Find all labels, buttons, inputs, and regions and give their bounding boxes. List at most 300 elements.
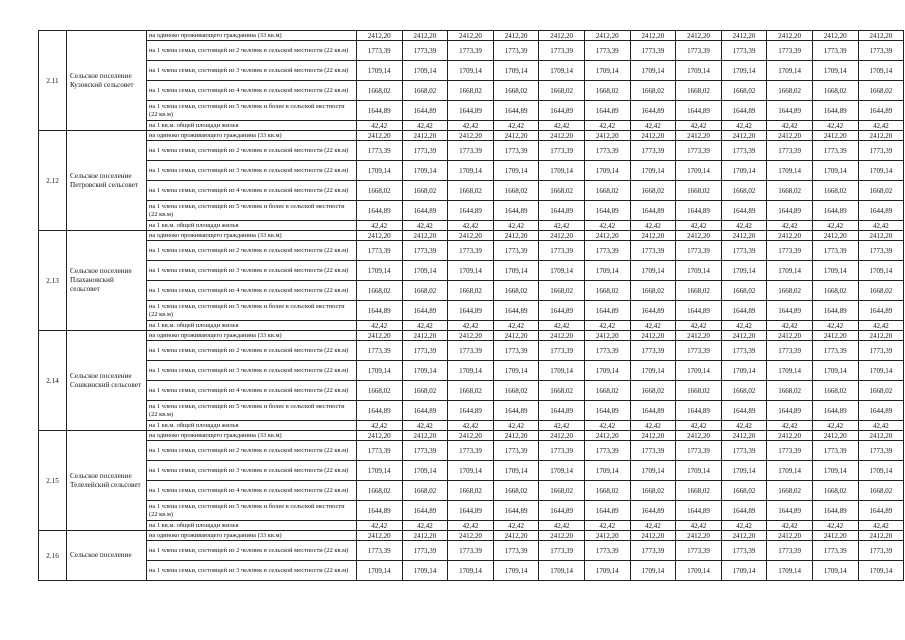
tariff-value-cell: 1644,89	[812, 401, 858, 421]
tariff-value-cell: 1709,14	[676, 61, 722, 81]
category-description: на 1 члена семьи, состоящей из 2 человек в сельской местности (22 кв.м)	[147, 41, 357, 61]
tariff-value-cell: 1668,02	[493, 481, 539, 501]
tariff-value-cell: 1709,14	[676, 361, 722, 381]
tariff-value-cell: 2412,20	[858, 231, 904, 241]
tariff-value-cell: 1773,39	[767, 341, 813, 361]
tariff-value-cell: 1773,39	[539, 341, 585, 361]
tariff-value-cell: 1773,39	[357, 41, 403, 61]
tariff-value-cell: 1644,89	[448, 201, 494, 221]
category-description: на 1 члена семьи, состоящей из 2 человек в сельской местности (22 кв.м)	[147, 441, 357, 461]
tariff-value-cell: 42,42	[721, 421, 767, 431]
tariff-value-cell: 1709,14	[402, 261, 448, 281]
category-description: на 1 члена семьи, состоящей из 5 человек и более в сельской местности (22 кв.м)	[147, 401, 357, 421]
tariff-value-cell: 1644,89	[812, 301, 858, 321]
table-row	[39, 241, 904, 261]
tariff-value-cell: 1644,89	[448, 101, 494, 121]
tariff-value-cell: 42,42	[584, 121, 630, 131]
tariff-value-cell: 2412,20	[630, 31, 676, 41]
tariff-value-cell: 1668,02	[767, 81, 813, 101]
table-row	[39, 131, 904, 141]
tariff-value-cell: 2412,20	[493, 431, 539, 441]
tariff-value-cell: 1773,39	[584, 241, 630, 261]
tariff-value-cell: 1773,39	[812, 541, 858, 561]
tariff-value-cell: 2412,20	[357, 31, 403, 41]
tariff-value-cell: 1709,14	[539, 361, 585, 381]
tariff-value-cell: 1773,39	[357, 241, 403, 261]
tariff-value-cell: 1644,89	[357, 101, 403, 121]
category-description: на 1 кв.м. общей площади жилья	[147, 421, 357, 431]
category-description: на 1 кв.м. общей площади жилья	[147, 321, 357, 331]
tariff-value-cell: 1709,14	[812, 361, 858, 381]
tariff-value-cell: 1709,14	[676, 561, 722, 581]
category-description: на одиноко проживающего гражданина (33 кв.м)	[147, 431, 357, 441]
tariff-value-cell: 42,42	[584, 321, 630, 331]
tariff-value-cell: 2412,20	[357, 531, 403, 541]
tariff-value-cell: 1709,14	[858, 61, 904, 81]
tariff-value-cell: 1668,02	[630, 381, 676, 401]
tariff-value-cell: 2412,20	[402, 531, 448, 541]
tariff-value-cell: 1709,14	[493, 561, 539, 581]
category-description: на 1 члена семьи, состоящей из 4 человек в сельской местности (22 кв.м)	[147, 381, 357, 401]
tariff-value-cell: 1644,89	[448, 401, 494, 421]
tariff-value-cell: 1709,14	[630, 361, 676, 381]
tariff-value-cell: 1668,02	[767, 481, 813, 501]
tariff-value-cell: 1709,14	[584, 61, 630, 81]
tariff-value-cell: 42,42	[676, 221, 722, 231]
tariff-value-cell: 42,42	[448, 321, 494, 331]
tariff-value-cell: 1773,39	[448, 341, 494, 361]
tariff-value-cell: 2412,20	[448, 431, 494, 441]
tariff-value-cell: 1773,39	[630, 241, 676, 261]
tariff-value-cell: 1773,39	[812, 241, 858, 261]
tariff-value-cell: 2412,20	[448, 231, 494, 241]
tariff-value-cell: 2412,20	[493, 131, 539, 141]
tariff-value-cell: 1773,39	[539, 441, 585, 461]
settlement-name: Сельское поселение Плахановский сельсовет	[67, 231, 147, 331]
tariff-value-cell: 2412,20	[402, 431, 448, 441]
category-description: на 1 кв.м. общей площади жилья	[147, 521, 357, 531]
category-description: на 1 члена семьи, состоящей из 3 человек в сельской местности (22 кв.м)	[147, 261, 357, 281]
tariff-value-cell: 2412,20	[493, 231, 539, 241]
tariff-value-cell: 1709,14	[539, 461, 585, 481]
tariff-value-cell: 42,42	[676, 421, 722, 431]
tariff-value-cell: 42,42	[357, 221, 403, 231]
tariff-value-cell: 42,42	[767, 521, 813, 531]
table-row	[39, 461, 904, 481]
tariff-value-cell: 42,42	[812, 521, 858, 531]
tariff-value-cell: 1644,89	[767, 501, 813, 521]
tariff-value-cell: 2412,20	[676, 431, 722, 441]
tariff-value-cell: 1773,39	[402, 541, 448, 561]
tariff-value-cell: 1773,39	[402, 441, 448, 461]
tariff-value-cell: 1773,39	[858, 241, 904, 261]
tariff-value-cell: 1773,39	[721, 41, 767, 61]
tariff-value-cell: 2412,20	[584, 331, 630, 341]
table-row	[39, 321, 904, 331]
tariff-value-cell: 1709,14	[721, 261, 767, 281]
tariff-value-cell: 1668,02	[539, 181, 585, 201]
table-row	[39, 81, 904, 101]
table-row	[39, 441, 904, 461]
tariff-value-cell: 2412,20	[858, 31, 904, 41]
tariff-value-cell: 2412,20	[767, 31, 813, 41]
tariff-value-cell: 42,42	[584, 521, 630, 531]
tariff-value-cell: 42,42	[767, 121, 813, 131]
tariff-value-cell: 2412,20	[357, 431, 403, 441]
tariff-value-cell: 1668,02	[584, 481, 630, 501]
table-row	[39, 161, 904, 181]
tariff-value-cell: 1773,39	[584, 41, 630, 61]
tariff-value-cell: 1668,02	[630, 81, 676, 101]
tariff-value-cell: 1773,39	[493, 441, 539, 461]
tariff-value-cell: 1773,39	[812, 341, 858, 361]
tariff-value-cell: 1644,89	[676, 501, 722, 521]
tariff-value-cell: 42,42	[721, 521, 767, 531]
tariff-value-cell: 2412,20	[584, 431, 630, 441]
table-row	[39, 221, 904, 231]
tariff-value-cell: 1668,02	[539, 81, 585, 101]
tariff-value-cell: 1668,02	[630, 281, 676, 301]
tariff-value-cell: 1709,14	[812, 461, 858, 481]
tariff-value-cell: 1709,14	[858, 561, 904, 581]
tariff-value-cell: 1644,89	[812, 201, 858, 221]
tariff-value-cell: 2412,20	[448, 31, 494, 41]
category-description: на одиноко проживающего гражданина (33 кв.м)	[147, 531, 357, 541]
tariff-value-cell: 2412,20	[402, 131, 448, 141]
tariff-value-cell: 1668,02	[812, 381, 858, 401]
tariff-value-cell: 1773,39	[493, 41, 539, 61]
table-row	[39, 331, 904, 341]
tariff-value-cell: 1668,02	[448, 381, 494, 401]
tariff-value-cell: 42,42	[357, 321, 403, 331]
category-description: на 1 члена семьи, состоящей из 3 человек в сельской местности (22 кв.м)	[147, 561, 357, 581]
tariff-value-cell: 1709,14	[493, 261, 539, 281]
tariff-value-cell: 2412,20	[721, 531, 767, 541]
tariff-value-cell: 1709,14	[539, 561, 585, 581]
tariff-value-cell: 1773,39	[448, 441, 494, 461]
tariff-value-cell: 42,42	[539, 221, 585, 231]
tariff-value-cell: 1773,39	[584, 441, 630, 461]
tariff-value-cell: 1709,14	[630, 461, 676, 481]
tariff-value-cell: 1644,89	[858, 201, 904, 221]
tariff-value-cell: 1773,39	[676, 241, 722, 261]
tariff-value-cell: 1644,89	[402, 101, 448, 121]
tariff-value-cell: 1644,89	[858, 101, 904, 121]
tariff-value-cell: 1773,39	[630, 441, 676, 461]
tariff-value-cell: 1644,89	[767, 301, 813, 321]
tariff-value-cell: 2412,20	[584, 531, 630, 541]
tariff-value-cell: 1773,39	[630, 41, 676, 61]
tariff-value-cell: 2412,20	[676, 131, 722, 141]
tariff-value-cell: 1709,14	[357, 261, 403, 281]
tariff-value-cell: 1668,02	[402, 181, 448, 201]
tariff-value-cell: 1668,02	[357, 481, 403, 501]
tariff-value-cell: 1773,39	[357, 141, 403, 161]
tariff-value-cell: 1709,14	[539, 161, 585, 181]
tariff-value-cell: 1773,39	[448, 41, 494, 61]
tariff-value-cell: 42,42	[584, 421, 630, 431]
tariff-value-cell: 1709,14	[402, 161, 448, 181]
tariff-value-cell: 1709,14	[812, 161, 858, 181]
tariff-value-cell: 1709,14	[812, 61, 858, 81]
tariff-value-cell: 1709,14	[858, 261, 904, 281]
tariff-value-cell: 1644,89	[402, 501, 448, 521]
tariff-value-cell: 1644,89	[858, 401, 904, 421]
tariff-value-cell: 1668,02	[448, 81, 494, 101]
tariff-value-cell: 42,42	[493, 121, 539, 131]
tariff-value-cell: 1668,02	[721, 281, 767, 301]
tariff-value-cell: 1773,39	[402, 241, 448, 261]
category-description: на 1 члена семьи, состоящей из 4 человек в сельской местности (22 кв.м)	[147, 481, 357, 501]
table-row	[39, 361, 904, 381]
tariff-value-cell: 1709,14	[493, 461, 539, 481]
category-description: на 1 кв.м. общей площади жилья	[147, 221, 357, 231]
table-row	[39, 531, 904, 541]
table-row	[39, 31, 904, 41]
tariff-value-cell: 2412,20	[402, 31, 448, 41]
tariff-value-cell: 1668,02	[402, 481, 448, 501]
tariff-value-cell: 1644,89	[721, 301, 767, 321]
tariff-value-cell: 1709,14	[357, 361, 403, 381]
tariff-value-cell: 1773,39	[721, 141, 767, 161]
tariff-value-cell: 1668,02	[448, 281, 494, 301]
tariff-value-cell: 1773,39	[858, 541, 904, 561]
tariff-value-cell: 42,42	[493, 421, 539, 431]
tariff-value-cell: 1644,89	[448, 501, 494, 521]
tariff-value-cell: 2412,20	[630, 431, 676, 441]
tariff-value-cell: 1644,89	[630, 201, 676, 221]
tariff-value-cell: 1709,14	[402, 361, 448, 381]
settlement-name: Сельское поселение Сошкинский сельсовет	[67, 331, 147, 431]
tariff-value-cell: 1709,14	[767, 561, 813, 581]
tariff-value-cell: 1644,89	[630, 301, 676, 321]
tariff-value-cell: 1668,02	[402, 281, 448, 301]
tariff-value-cell: 1644,89	[676, 101, 722, 121]
settlement-code: 2.15	[39, 431, 67, 531]
tariff-value-cell: 1773,39	[812, 141, 858, 161]
table-row	[39, 341, 904, 361]
category-description: на 1 члена семьи, состоящей из 4 человек в сельской местности (22 кв.м)	[147, 81, 357, 101]
tariff-value-cell: 42,42	[858, 321, 904, 331]
tariff-value-cell: 2412,20	[812, 531, 858, 541]
tariff-value-cell: 1668,02	[812, 181, 858, 201]
settlement-name: Сельское поселение	[67, 531, 147, 581]
tariff-value-cell: 1644,89	[357, 201, 403, 221]
category-description: на 1 кв.м. общей площади жилья	[147, 121, 357, 131]
category-description: на одиноко проживающего гражданина (33 кв.м)	[147, 31, 357, 41]
tariff-value-cell: 42,42	[493, 521, 539, 531]
tariff-value-cell: 42,42	[402, 421, 448, 431]
tariff-value-cell: 42,42	[539, 321, 585, 331]
tariff-value-cell: 1668,02	[812, 481, 858, 501]
settlement-name: Сельское поселение Телелейский сельсовет	[67, 431, 147, 531]
tariff-value-cell: 1773,39	[493, 341, 539, 361]
tariff-value-cell: 2412,20	[539, 331, 585, 341]
tariff-value-cell: 42,42	[767, 321, 813, 331]
tariff-value-cell: 1644,89	[630, 401, 676, 421]
tariff-value-cell: 1668,02	[493, 181, 539, 201]
table-row	[39, 381, 904, 401]
tariff-value-cell: 2412,20	[721, 131, 767, 141]
tariff-value-cell: 1644,89	[584, 301, 630, 321]
tariff-value-cell: 1709,14	[767, 161, 813, 181]
tariff-value-cell: 1644,89	[448, 301, 494, 321]
tariff-value-cell: 1709,14	[767, 61, 813, 81]
tariff-value-cell: 1668,02	[858, 81, 904, 101]
settlement-code: 2.16	[39, 531, 67, 581]
tariff-value-cell: 1773,39	[357, 341, 403, 361]
tariff-value-cell: 1668,02	[767, 181, 813, 201]
tariff-value-cell: 2412,20	[767, 431, 813, 441]
tariff-value-cell: 1709,14	[858, 161, 904, 181]
tariff-value-cell: 1773,39	[767, 141, 813, 161]
category-description: на 1 члена семьи, состоящей из 5 человек и более в сельской местности (22 кв.м)	[147, 101, 357, 121]
tariff-value-cell: 2412,20	[858, 331, 904, 341]
category-description: на 1 члена семьи, состоящей из 5 человек и более в сельской местности (22 кв.м)	[147, 201, 357, 221]
tariff-value-cell: 1709,14	[721, 461, 767, 481]
tariff-value-cell: 1709,14	[448, 261, 494, 281]
tariff-value-cell: 1644,89	[539, 101, 585, 121]
tariff-value-cell: 1644,89	[493, 101, 539, 121]
tariff-value-cell: 1773,39	[630, 141, 676, 161]
tariff-value-cell: 1773,39	[448, 541, 494, 561]
table-row	[39, 41, 904, 61]
tariff-value-cell: 2412,20	[357, 231, 403, 241]
category-description: на 1 члена семьи, состоящей из 5 человек и более в сельской местности (22 кв.м)	[147, 301, 357, 321]
tariff-value-cell: 42,42	[357, 421, 403, 431]
tariff-value-cell: 42,42	[721, 321, 767, 331]
tariff-value-cell: 1709,14	[448, 61, 494, 81]
tariff-value-cell: 2412,20	[584, 231, 630, 241]
tariff-value-cell: 1709,14	[630, 561, 676, 581]
tariff-value-cell: 1709,14	[584, 561, 630, 581]
tariff-value-cell: 42,42	[676, 121, 722, 131]
tariff-value-cell: 2412,20	[539, 131, 585, 141]
tariff-value-cell: 1709,14	[357, 561, 403, 581]
tariff-value-cell: 1668,02	[676, 381, 722, 401]
tariff-value-cell: 1773,39	[812, 441, 858, 461]
tariff-value-cell: 1773,39	[493, 541, 539, 561]
tariff-value-cell: 1709,14	[721, 561, 767, 581]
tariff-value-cell: 2412,20	[493, 331, 539, 341]
tariff-value-cell: 1773,39	[676, 541, 722, 561]
tariff-value-cell: 42,42	[630, 121, 676, 131]
settlement-code: 2.14	[39, 331, 67, 431]
table-row	[39, 201, 904, 221]
tariff-value-cell: 42,42	[448, 221, 494, 231]
tariff-value-cell: 2412,20	[357, 331, 403, 341]
table-row	[39, 481, 904, 501]
tariff-value-cell: 1773,39	[767, 441, 813, 461]
tariff-value-cell: 42,42	[812, 121, 858, 131]
tariff-value-cell: 1668,02	[858, 181, 904, 201]
table-row	[39, 501, 904, 521]
tariff-table	[38, 30, 904, 581]
tariff-value-cell: 2412,20	[858, 431, 904, 441]
tariff-value-cell: 1644,89	[402, 301, 448, 321]
table-row	[39, 101, 904, 121]
tariff-value-cell: 2412,20	[448, 331, 494, 341]
tariff-value-cell: 1709,14	[584, 161, 630, 181]
table-row	[39, 401, 904, 421]
table-row	[39, 561, 904, 581]
tariff-value-cell: 1644,89	[630, 101, 676, 121]
tariff-value-cell: 1668,02	[676, 281, 722, 301]
table-row	[39, 141, 904, 161]
tariff-value-cell: 1668,02	[584, 381, 630, 401]
table-row	[39, 181, 904, 201]
tariff-value-cell: 42,42	[402, 521, 448, 531]
tariff-value-cell: 1644,89	[584, 401, 630, 421]
category-description: на 1 члена семьи, состоящей из 2 человек в сельской местности (22 кв.м)	[147, 541, 357, 561]
tariff-value-cell: 1709,14	[402, 461, 448, 481]
tariff-value-cell: 2412,20	[676, 231, 722, 241]
tariff-value-cell: 42,42	[630, 321, 676, 331]
tariff-value-cell: 42,42	[858, 521, 904, 531]
tariff-value-cell: 2412,20	[630, 531, 676, 541]
tariff-value-cell: 1644,89	[493, 201, 539, 221]
tariff-value-cell: 1709,14	[858, 361, 904, 381]
tariff-value-cell: 1668,02	[812, 281, 858, 301]
tariff-value-cell: 1709,14	[448, 161, 494, 181]
tariff-value-cell: 2412,20	[812, 431, 858, 441]
category-description: на одиноко проживающего гражданина (33 кв.м)	[147, 231, 357, 241]
tariff-value-cell: 1668,02	[584, 81, 630, 101]
settlement-code: 2.12	[39, 131, 67, 231]
tariff-value-cell: 1709,14	[402, 561, 448, 581]
table-row	[39, 261, 904, 281]
tariff-value-cell: 1773,39	[721, 241, 767, 261]
tariff-value-cell: 2412,20	[812, 31, 858, 41]
tariff-value-cell: 1773,39	[630, 541, 676, 561]
tariff-value-cell: 1773,39	[676, 141, 722, 161]
tariff-value-cell: 1668,02	[357, 281, 403, 301]
tariff-value-cell: 1773,39	[584, 341, 630, 361]
tariff-value-cell: 1773,39	[767, 541, 813, 561]
tariff-value-cell: 1644,89	[357, 401, 403, 421]
tariff-value-cell: 1709,14	[493, 61, 539, 81]
tariff-value-cell: 42,42	[584, 221, 630, 231]
tariff-value-cell: 42,42	[448, 121, 494, 131]
tariff-value-cell: 1773,39	[858, 141, 904, 161]
tariff-value-cell: 1773,39	[767, 41, 813, 61]
tariff-value-cell: 1773,39	[539, 141, 585, 161]
tariff-value-cell: 1644,89	[721, 201, 767, 221]
tariff-value-cell: 1644,89	[767, 401, 813, 421]
tariff-value-cell: 1709,14	[676, 461, 722, 481]
category-description: на 1 члена семьи, состоящей из 3 человек в сельской местности (22 кв.м)	[147, 61, 357, 81]
tariff-value-cell: 2412,20	[721, 331, 767, 341]
tariff-value-cell: 1773,39	[402, 341, 448, 361]
tariff-value-cell: 1668,02	[357, 181, 403, 201]
tariff-value-cell: 1709,14	[357, 61, 403, 81]
tariff-value-cell: 42,42	[402, 121, 448, 131]
tariff-value-cell: 1773,39	[676, 341, 722, 361]
tariff-value-cell: 42,42	[539, 521, 585, 531]
tariff-value-cell: 2412,20	[539, 531, 585, 541]
tariff-value-cell: 1644,89	[584, 101, 630, 121]
tariff-value-cell: 1709,14	[357, 461, 403, 481]
tariff-value-cell: 2412,20	[676, 31, 722, 41]
tariff-value-cell: 1709,14	[448, 561, 494, 581]
table-row	[39, 121, 904, 131]
tariff-value-cell: 1668,02	[584, 281, 630, 301]
tariff-value-cell: 1773,39	[858, 441, 904, 461]
tariff-value-cell: 1644,89	[493, 401, 539, 421]
tariff-value-cell: 1644,89	[721, 401, 767, 421]
tariff-value-cell: 1709,14	[676, 161, 722, 181]
settlement-code: 2.11	[39, 31, 67, 131]
